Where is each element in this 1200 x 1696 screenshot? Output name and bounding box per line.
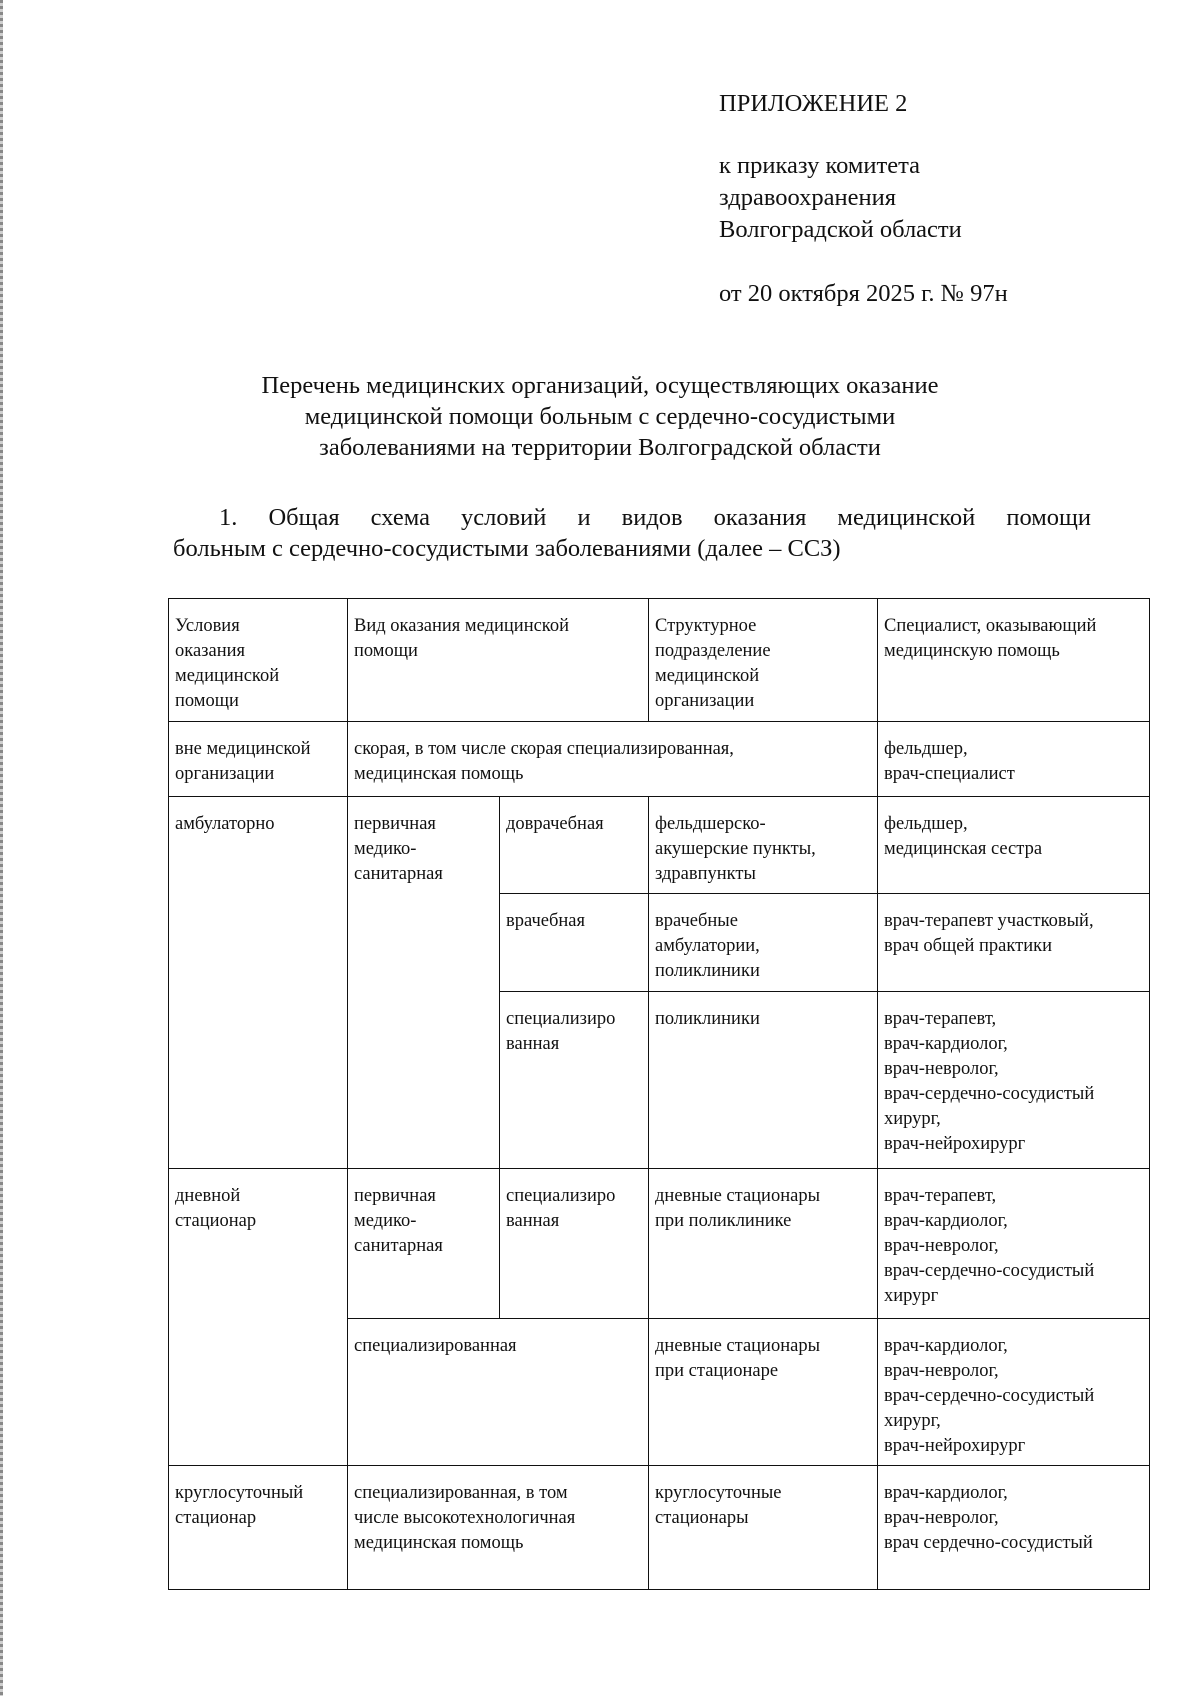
cell-type: скорая, в том числе скорая специализированная, медицинская помощь — [348, 722, 878, 797]
cell-condition: вне медицинской организации — [169, 722, 348, 797]
cell-unit: дневные стационары при стационаре — [649, 1319, 878, 1466]
table-row — [169, 1466, 1150, 1590]
document-title-line: Перечень медицинских организаций, осуществляющих оказание — [261, 372, 939, 399]
cell-unit: поликлиники — [649, 992, 878, 1169]
cell-specialist: врач-кардиолог, врач-невролог, врач сердечно-сосудистый — [878, 1466, 1150, 1590]
cell-condition: круглосуточный стационар — [169, 1466, 348, 1590]
table-row — [169, 797, 1150, 894]
cell-specialist: врач-терапевт участковый, врач общей практики — [878, 894, 1150, 992]
cell-specialist: врач-терапевт, врач-кардиолог, врач-невролог, врач-сердечно-сосудистый хирург — [878, 1169, 1150, 1319]
table-header-row — [169, 599, 1150, 722]
cell-condition: амбулаторно — [169, 797, 348, 1169]
appendix-line: здравоохранения — [719, 184, 896, 211]
document-title — [160, 370, 1040, 463]
cell-type: первичная медико- санитарная — [348, 797, 500, 1169]
appendix-block — [719, 88, 1008, 310]
cell-specialist: фельдшер, врач-специалист — [878, 722, 1150, 797]
cell-subtype: доврачебная — [500, 797, 649, 894]
table-row — [169, 1169, 1150, 1319]
cell-subtype: специализиро ванная — [500, 992, 649, 1169]
cell-subtype: специализиро ванная — [500, 1169, 649, 1319]
document-title-line: заболеваниями на территории Волгоградской области — [319, 434, 881, 461]
document-title-line: медицинской помощи больным с сердечно-сосудистыми — [304, 403, 896, 430]
appendix-date: от 20 октября 2025 г. № 97н — [719, 280, 1008, 307]
table-row — [169, 722, 1150, 797]
header-conditions: Условия оказания медицинской помощи — [169, 599, 348, 722]
cell-type: специализированная — [348, 1319, 649, 1466]
header-unit: Структурное подразделение медицинской организации — [649, 599, 878, 722]
section-heading — [173, 502, 1091, 564]
cell-unit: круглосуточные стационары — [649, 1466, 878, 1590]
section-heading-line: 1. Общая схема условий и видов оказания медицинской помощи — [219, 504, 1091, 531]
scan-edge — [0, 0, 3, 1696]
cell-unit: врачебные амбулатории, поликлиники — [649, 894, 878, 992]
cell-unit: фельдшерско- акушерские пункты, здравпункты — [649, 797, 878, 894]
header-type: Вид оказания медицинской помощи — [348, 599, 649, 722]
cell-specialist: фельдшер, медицинская сестра — [878, 797, 1150, 894]
appendix-line: Волгоградской области — [719, 216, 962, 243]
section-heading-line: больным с сердечно-сосудистыми заболеваниями (далее – ССЗ) — [173, 535, 841, 562]
cell-type: специализированная, в том числе высокотехнологичная медицинская помощь — [348, 1466, 649, 1590]
cell-unit: дневные стационары при поликлинике — [649, 1169, 878, 1319]
cell-condition: дневной стационар — [169, 1169, 348, 1466]
cell-subtype: врачебная — [500, 894, 649, 992]
header-specialist: Специалист, оказывающий медицинскую помощь — [878, 599, 1150, 722]
appendix-title: ПРИЛОЖЕНИЕ 2 — [719, 90, 908, 117]
cell-type: первичная медико- санитарная — [348, 1169, 500, 1319]
cell-specialist: врач-кардиолог, врач-невролог, врач-сердечно-сосудистый хирург, врач-нейрохирург — [878, 1319, 1150, 1466]
appendix-line: к приказу комитета — [719, 152, 920, 179]
care-scheme-table — [168, 598, 1150, 1590]
cell-specialist: врач-терапевт, врач-кардиолог, врач-невролог, врач-сердечно-сосудистый хирург, врач-нейрохирург — [878, 992, 1150, 1169]
